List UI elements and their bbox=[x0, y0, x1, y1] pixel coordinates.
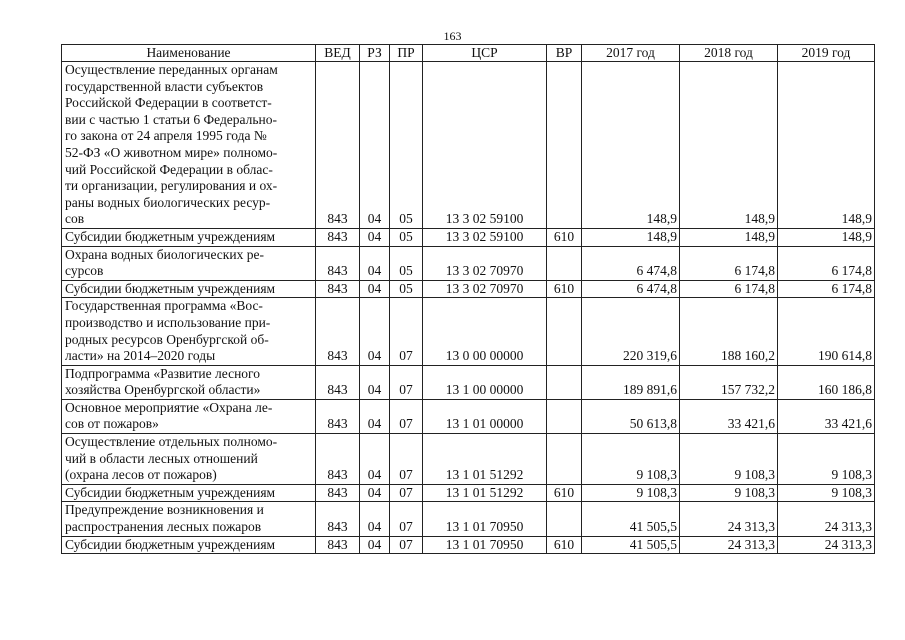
row-2019-cell: 24 313,3 bbox=[778, 502, 875, 536]
row-pr-cell: 05 bbox=[390, 246, 423, 280]
row-2017-cell: 6 474,8 bbox=[582, 280, 680, 298]
row-name-cell: Субсидии бюджетным учреждениям bbox=[62, 484, 316, 502]
row-rz-cell: 04 bbox=[360, 62, 390, 229]
row-2019-cell: 33 421,6 bbox=[778, 399, 875, 433]
row-name-cell: Подпрограмма «Развитие лесного хозяйства Оренбургской области» bbox=[62, 365, 316, 399]
column-header-2019: 2019 год bbox=[778, 45, 875, 62]
row-2017-cell: 41 505,5 bbox=[582, 536, 680, 554]
row-vr-cell: 610 bbox=[547, 536, 582, 554]
table-row bbox=[62, 62, 875, 229]
row-pr-cell: 07 bbox=[390, 484, 423, 502]
row-2018-cell: 33 421,6 bbox=[680, 399, 778, 433]
row-pr-cell: 05 bbox=[390, 228, 423, 246]
column-header-pr: ПР bbox=[390, 45, 423, 62]
row-2019-cell: 190 614,8 bbox=[778, 298, 875, 365]
row-name-cell: Государственная программа «Вос- производство и использование при- родных ресурсов Оренбургской об- ласти» на 2014–2020 годы bbox=[62, 298, 316, 365]
budget-table bbox=[61, 44, 875, 554]
row-2019-cell: 148,9 bbox=[778, 228, 875, 246]
row-2017-cell: 220 319,6 bbox=[582, 298, 680, 365]
row-rz-cell: 04 bbox=[360, 228, 390, 246]
row-name-cell: Субсидии бюджетным учреждениям bbox=[62, 228, 316, 246]
row-csr-cell: 13 1 01 51292 bbox=[423, 434, 547, 485]
row-csr-cell: 13 0 00 00000 bbox=[423, 298, 547, 365]
row-pr-cell: 07 bbox=[390, 399, 423, 433]
row-name-cell: Субсидии бюджетным учреждениям bbox=[62, 536, 316, 554]
row-2017-cell: 189 891,6 bbox=[582, 365, 680, 399]
row-rz-cell: 04 bbox=[360, 399, 390, 433]
row-pr-cell: 07 bbox=[390, 434, 423, 485]
row-pr-cell: 07 bbox=[390, 365, 423, 399]
table-body bbox=[62, 62, 875, 554]
row-ved-cell: 843 bbox=[316, 62, 360, 229]
row-vr-cell bbox=[547, 434, 582, 485]
row-ved-cell: 843 bbox=[316, 228, 360, 246]
row-rz-cell: 04 bbox=[360, 536, 390, 554]
column-header-rz: РЗ bbox=[360, 45, 390, 62]
row-2017-cell: 148,9 bbox=[582, 62, 680, 229]
row-csr-cell: 13 1 01 00000 bbox=[423, 399, 547, 433]
table-row bbox=[62, 365, 875, 399]
row-csr-cell: 13 3 02 59100 bbox=[423, 62, 547, 229]
row-ved-cell: 843 bbox=[316, 484, 360, 502]
row-name-cell: Осуществление отдельных полномо- чий в области лесных отношений (охрана лесов от пожаров) bbox=[62, 434, 316, 485]
row-rz-cell: 04 bbox=[360, 280, 390, 298]
row-2018-cell: 148,9 bbox=[680, 62, 778, 229]
row-vr-cell: 610 bbox=[547, 484, 582, 502]
row-2018-cell: 9 108,3 bbox=[680, 434, 778, 485]
row-2019-cell: 6 174,8 bbox=[778, 280, 875, 298]
row-2018-cell: 24 313,3 bbox=[680, 536, 778, 554]
row-ved-cell: 843 bbox=[316, 502, 360, 536]
row-rz-cell: 04 bbox=[360, 246, 390, 280]
row-vr-cell: 610 bbox=[547, 280, 582, 298]
row-vr-cell bbox=[547, 365, 582, 399]
row-2019-cell: 9 108,3 bbox=[778, 434, 875, 485]
row-ved-cell: 843 bbox=[316, 298, 360, 365]
row-csr-cell: 13 3 02 70970 bbox=[423, 246, 547, 280]
table-row bbox=[62, 399, 875, 433]
row-ved-cell: 843 bbox=[316, 434, 360, 485]
row-csr-cell: 13 1 01 70950 bbox=[423, 502, 547, 536]
row-2018-cell: 6 174,8 bbox=[680, 246, 778, 280]
column-header-name: Наименование bbox=[62, 45, 316, 62]
row-name-cell: Основное мероприятие «Охрана ле- сов от пожаров» bbox=[62, 399, 316, 433]
column-header-vr: ВР bbox=[547, 45, 582, 62]
row-csr-cell: 13 3 02 59100 bbox=[423, 228, 547, 246]
row-pr-cell: 05 bbox=[390, 280, 423, 298]
row-ved-cell: 843 bbox=[316, 246, 360, 280]
table-row bbox=[62, 280, 875, 298]
row-2017-cell: 6 474,8 bbox=[582, 246, 680, 280]
row-2019-cell: 160 186,8 bbox=[778, 365, 875, 399]
row-ved-cell: 843 bbox=[316, 399, 360, 433]
row-vr-cell bbox=[547, 246, 582, 280]
row-rz-cell: 04 bbox=[360, 484, 390, 502]
row-2017-cell: 148,9 bbox=[582, 228, 680, 246]
row-vr-cell bbox=[547, 502, 582, 536]
row-2018-cell: 148,9 bbox=[680, 228, 778, 246]
table-row bbox=[62, 246, 875, 280]
row-rz-cell: 04 bbox=[360, 434, 390, 485]
row-2019-cell: 6 174,8 bbox=[778, 246, 875, 280]
row-2019-cell: 24 313,3 bbox=[778, 536, 875, 554]
table-row bbox=[62, 434, 875, 485]
row-rz-cell: 04 bbox=[360, 298, 390, 365]
row-vr-cell bbox=[547, 62, 582, 229]
table-header-row bbox=[62, 45, 875, 62]
row-2018-cell: 24 313,3 bbox=[680, 502, 778, 536]
table-row bbox=[62, 502, 875, 536]
column-header-2017: 2017 год bbox=[582, 45, 680, 62]
row-pr-cell: 05 bbox=[390, 62, 423, 229]
row-name-cell: Субсидии бюджетным учреждениям bbox=[62, 280, 316, 298]
row-2018-cell: 188 160,2 bbox=[680, 298, 778, 365]
page-number: 163 bbox=[443, 29, 462, 43]
row-ved-cell: 843 bbox=[316, 280, 360, 298]
row-vr-cell bbox=[547, 399, 582, 433]
row-2018-cell: 9 108,3 bbox=[680, 484, 778, 502]
table-row bbox=[62, 228, 875, 246]
table-row bbox=[62, 536, 875, 554]
row-pr-cell: 07 bbox=[390, 536, 423, 554]
column-header-csr: ЦСР bbox=[423, 45, 547, 62]
row-csr-cell: 13 3 02 70970 bbox=[423, 280, 547, 298]
row-2018-cell: 157 732,2 bbox=[680, 365, 778, 399]
row-pr-cell: 07 bbox=[390, 298, 423, 365]
row-csr-cell: 13 1 01 51292 bbox=[423, 484, 547, 502]
row-ved-cell: 843 bbox=[316, 365, 360, 399]
row-2018-cell: 6 174,8 bbox=[680, 280, 778, 298]
row-rz-cell: 04 bbox=[360, 365, 390, 399]
row-vr-cell: 610 bbox=[547, 228, 582, 246]
row-csr-cell: 13 1 00 00000 bbox=[423, 365, 547, 399]
row-2017-cell: 50 613,8 bbox=[582, 399, 680, 433]
row-2019-cell: 9 108,3 bbox=[778, 484, 875, 502]
column-header-ved: ВЕД bbox=[316, 45, 360, 62]
table-row bbox=[62, 484, 875, 502]
row-ved-cell: 843 bbox=[316, 536, 360, 554]
row-pr-cell: 07 bbox=[390, 502, 423, 536]
row-2019-cell: 148,9 bbox=[778, 62, 875, 229]
row-vr-cell bbox=[547, 298, 582, 365]
row-name-cell: Охрана водных биологических ре- сурсов bbox=[62, 246, 316, 280]
row-name-cell: Осуществление переданных органам государственной власти субъектов Российской Федерации в соответст- вии с частью 1 статьи 6 Федерально- го закона от 24 апреля 1995 года № 52-ФЗ «О животном мире» полномо- чий Российской Федерации в облас- ти организации, регулирования и ох- раны водных биологических ресур- сов bbox=[62, 62, 316, 229]
table-row bbox=[62, 298, 875, 365]
row-rz-cell: 04 bbox=[360, 502, 390, 536]
row-csr-cell: 13 1 01 70950 bbox=[423, 536, 547, 554]
row-2017-cell: 41 505,5 bbox=[582, 502, 680, 536]
row-2017-cell: 9 108,3 bbox=[582, 434, 680, 485]
column-header-2018: 2018 год bbox=[680, 45, 778, 62]
row-name-cell: Предупреждение возникновения и распространения лесных пожаров bbox=[62, 502, 316, 536]
row-2017-cell: 9 108,3 bbox=[582, 484, 680, 502]
